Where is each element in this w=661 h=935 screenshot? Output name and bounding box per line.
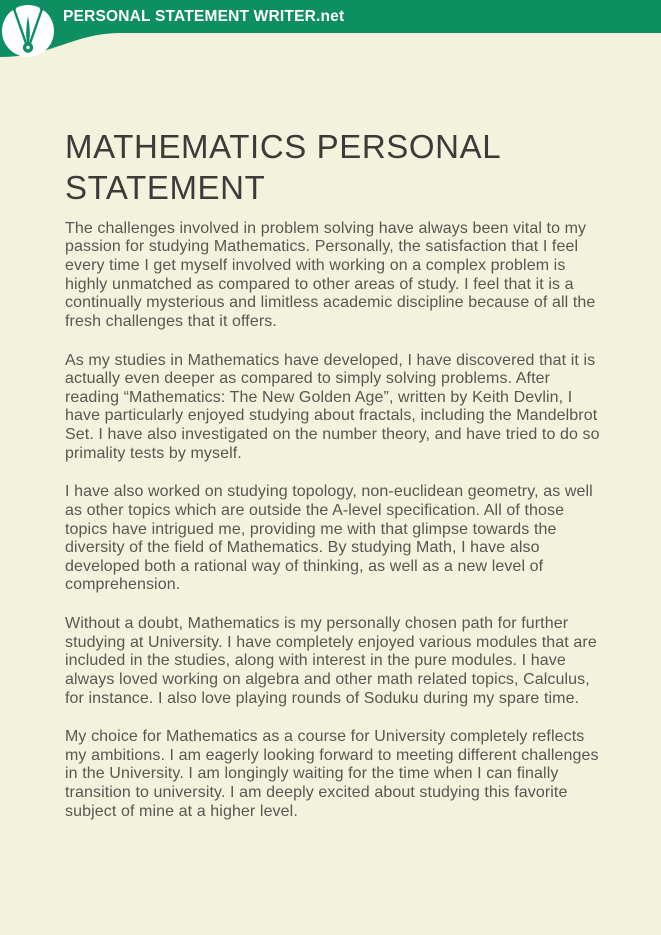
statement-paragraph-2: As my studies in Mathematics have developed, I have discovered that it is actually even deeper as compared to simply solving problems. After reading “Mathematics: The New Golden Age”, written by Keith Devlin, I have particularly enjoyed studying about fractals, including the Mandelbrot Set. I have also investigated on the number theory, and have tried to do so primality tests by myself. xyxy=(65,351,600,462)
statement-paragraph-4: Without a doubt, Mathematics is my personally chosen path for further studying at University. I have completely enjoyed various modules that are included in the studies, along with interest in the pure modules. I have always loved working on algebra and other math related topics, Calculus, for instance. I also love playing rounds of Soduku during my spare time. xyxy=(65,615,597,707)
page-title: MATHEMATICS PERSONAL STATEMENT xyxy=(65,128,500,206)
site-header xyxy=(0,0,661,58)
pen-nib-icon xyxy=(2,5,54,57)
statement-paragraph-5: My choice for Mathematics as a course for University completely reflects my ambitions. I am eagerly looking forward to meeting different challenges in the University. I am longingly waiting for the time when I can finally transition to university. I am deeply excited about studying this favorite subject of mine at a higher level. xyxy=(65,728,599,820)
statement-paragraph-3: I have also worked on studying topology, non-euclidean geometry, as well as other topics which are outside the A-level specification. All of those topics have intrigued me, providing me with that glimpse towards the diversity of the field of Mathematics. By studying Math, I have also developed both a rational way of thinking, as well as a new level of comprehension. xyxy=(65,483,593,594)
brand-link[interactable]: PERSONAL STATEMENT WRITER.net xyxy=(63,7,345,25)
statement-paragraph-1: The challenges involved in problem solving have always been vital to my passion for studying Mathematics. Personally, the satisfaction that I feel every time I get myself involved with working on a complex problem is highly unmatched as compared to other areas of study. I feel that it is a continually mysterious and limitless academic discipline because of all the fresh challenges that it offers. xyxy=(65,219,596,330)
personal-statement-article xyxy=(65,127,600,821)
